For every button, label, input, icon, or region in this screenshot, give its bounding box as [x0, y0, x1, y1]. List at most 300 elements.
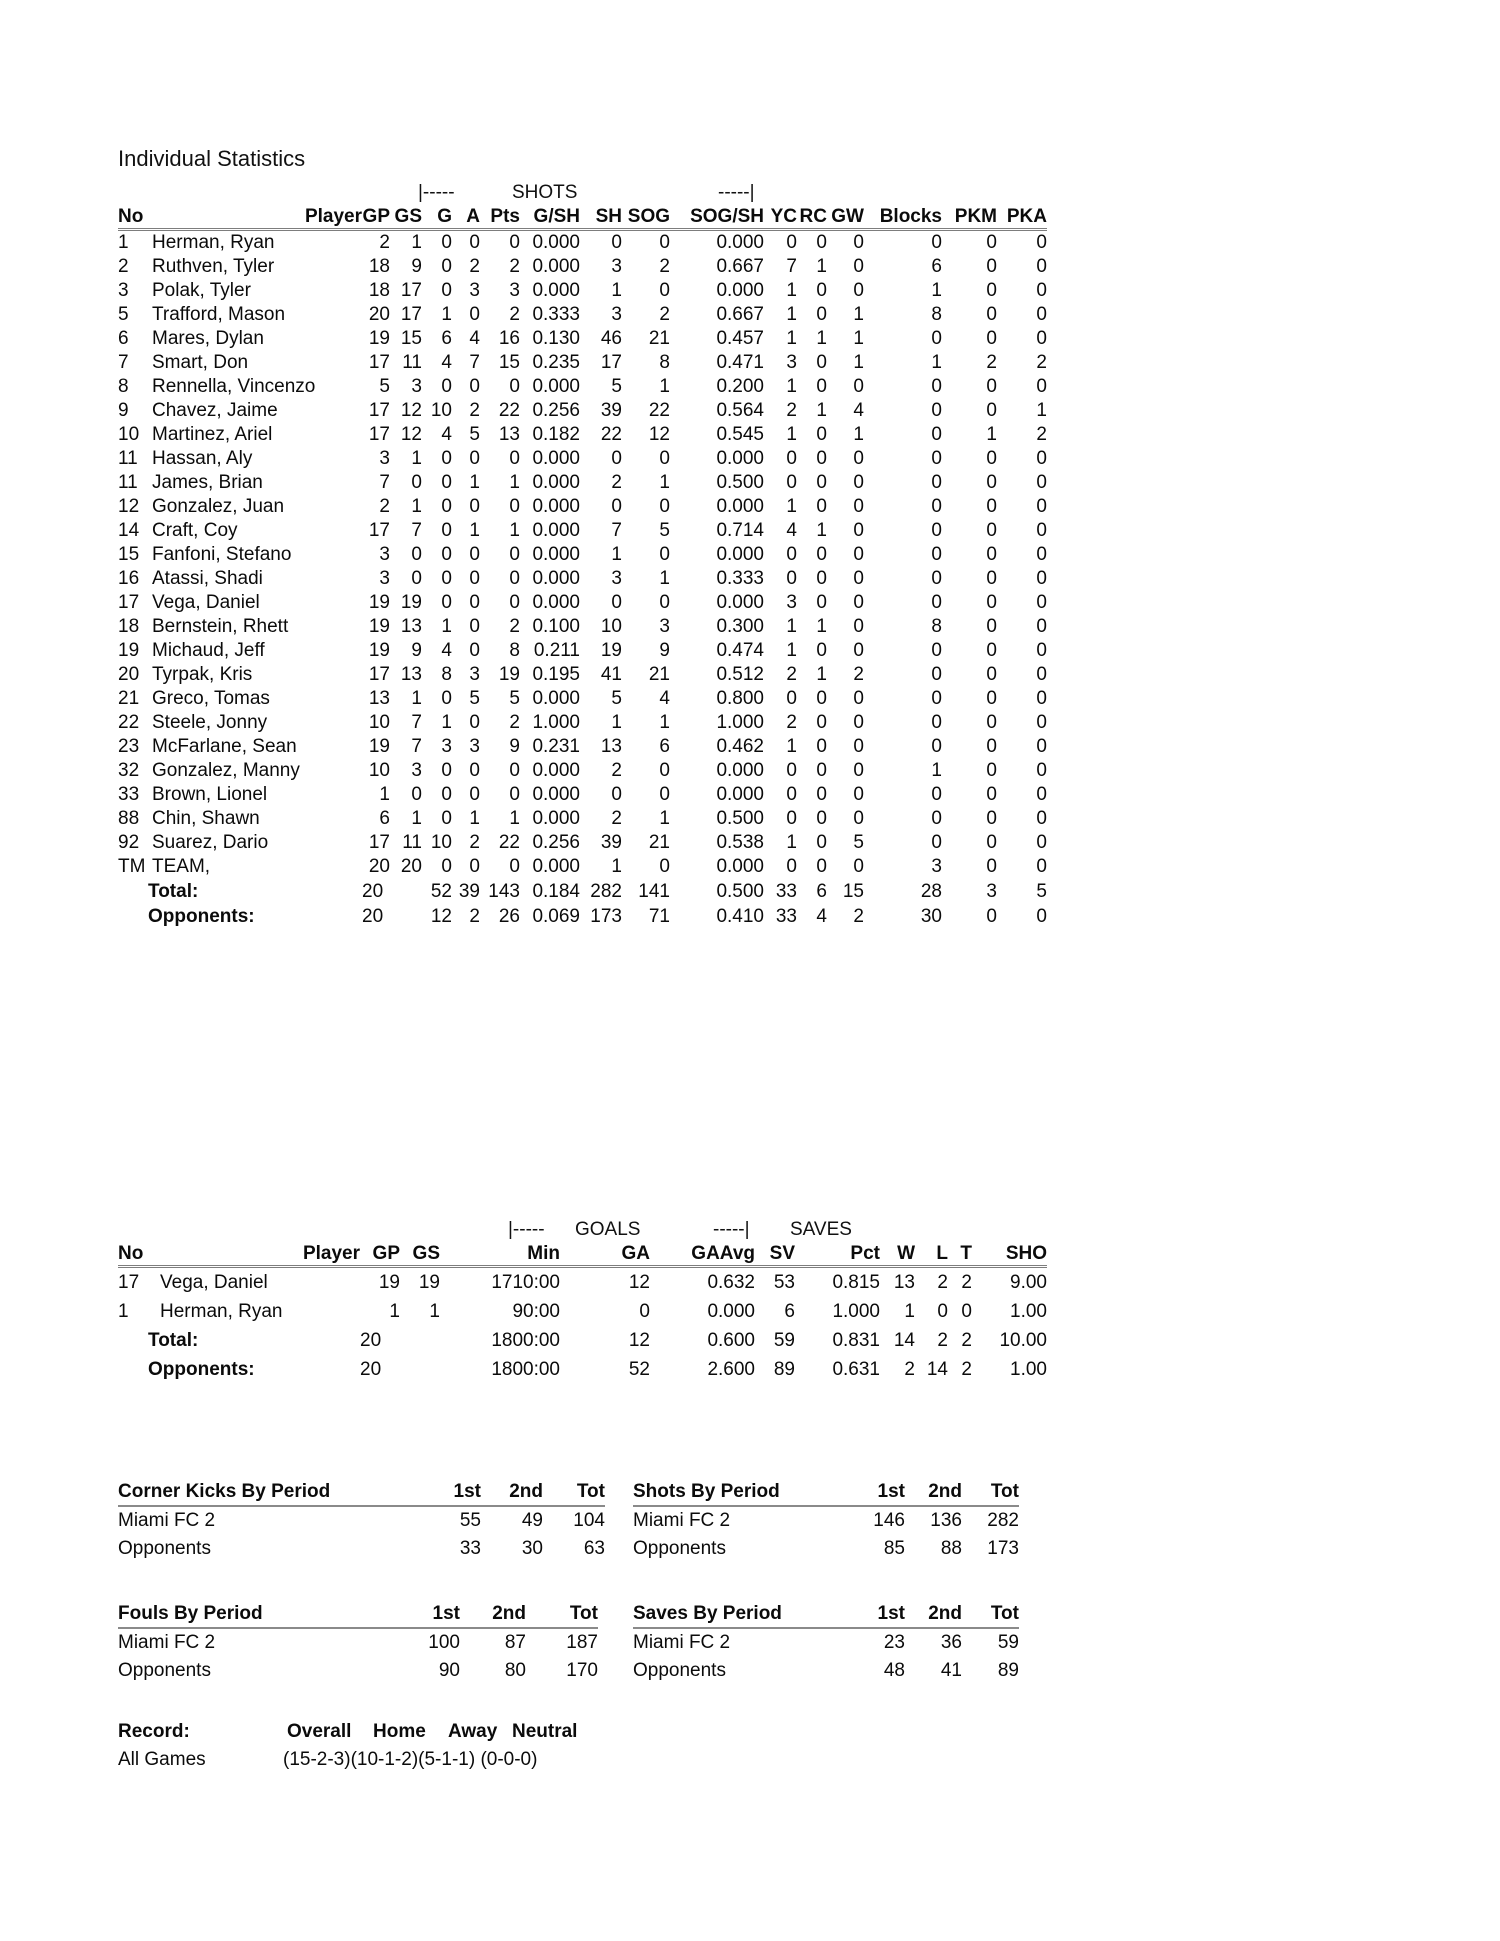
- column-header: 2nd: [460, 1601, 526, 1628]
- cell-sh: 3: [611, 568, 622, 589]
- cell-sog: 4: [659, 688, 670, 709]
- cell-gw: 1: [853, 424, 864, 445]
- cell-gs: 15: [400, 328, 422, 349]
- cell-t: 2: [961, 1359, 972, 1380]
- cell-pka: 0: [1036, 520, 1047, 541]
- cell-pts: 0: [509, 496, 520, 517]
- banner-open: |-----: [418, 182, 455, 203]
- column-header: W: [880, 1242, 915, 1267]
- cell-pkm: 0: [986, 688, 997, 709]
- cell-rc: 0: [816, 808, 827, 829]
- cell-blocks: 0: [931, 400, 942, 421]
- player-name: Vega, Daniel: [152, 592, 260, 613]
- cell-gw: 0: [853, 256, 864, 277]
- cell-gp: 7: [379, 472, 390, 493]
- player-name: Bernstein, Rhett: [152, 616, 289, 637]
- player-name: Trafford, Mason: [152, 304, 286, 325]
- table-row: [118, 495, 1047, 519]
- cell-sh: 5: [611, 376, 622, 397]
- cell-sh: 19: [600, 640, 622, 661]
- cell-g: 6: [441, 328, 452, 349]
- cell-sv: 53: [773, 1272, 795, 1293]
- cell-g: 10: [430, 400, 452, 421]
- cell-a: 2: [469, 832, 480, 853]
- cell-2nd: 30: [521, 1538, 543, 1559]
- cell-pts: 0: [509, 592, 520, 613]
- cell-gp: 17: [368, 832, 390, 853]
- cell-min: 90:00: [512, 1301, 560, 1322]
- summary-row: [118, 1326, 1047, 1355]
- table-row: [118, 255, 1047, 279]
- cell-sogsh: 0.474: [716, 640, 764, 661]
- cell-pkm: 0: [986, 544, 997, 565]
- cell-sh: 2: [611, 760, 622, 781]
- cell-w: 1: [904, 1301, 915, 1322]
- saves-by-period-table: [633, 1601, 1019, 1685]
- table-row: [118, 591, 1047, 615]
- player-name: Rennella, Vincenzo: [152, 376, 316, 397]
- player-name: Suarez, Dario: [152, 832, 269, 853]
- cell-sh: 1: [611, 280, 622, 301]
- player-number: 8: [118, 376, 129, 397]
- header-row: [118, 205, 1047, 230]
- player-name: Steele, Jonny: [152, 712, 268, 733]
- cell-sogsh: 0.714: [716, 520, 764, 541]
- cell-a: 0: [469, 304, 480, 325]
- cell-ga: 12: [628, 1330, 650, 1351]
- cell-pka: 2: [1036, 424, 1047, 445]
- cell-pkm: 0: [986, 664, 997, 685]
- cell-gsh: 0.235: [532, 352, 580, 373]
- cell-gw: 0: [853, 232, 864, 253]
- cell-pts: 2: [509, 256, 520, 277]
- cell-gw: 0: [853, 760, 864, 781]
- cell-pkm: 0: [986, 784, 997, 805]
- cell-blocks: 28: [920, 881, 942, 902]
- cell-yc: 1: [786, 736, 797, 757]
- player-number: 3: [118, 280, 129, 301]
- cell-gsh: 0.184: [532, 881, 580, 902]
- table-row: [118, 807, 1047, 831]
- column-header: GS: [400, 1242, 440, 1267]
- table-row: [118, 543, 1047, 567]
- cell-g: 12: [430, 906, 452, 927]
- cell-pts: 2: [509, 616, 520, 637]
- cell-pka: 0: [1036, 328, 1047, 349]
- cell-gsh: 0.333: [532, 304, 580, 325]
- table-row: [118, 471, 1047, 495]
- cell-gp: 5: [379, 376, 390, 397]
- cell-blocks: 3: [931, 856, 942, 877]
- cell-pkm: 2: [986, 352, 997, 373]
- cell-pts: 26: [498, 906, 520, 927]
- cell-pka: 2: [1036, 352, 1047, 373]
- cell-pct: 1.000: [832, 1301, 880, 1322]
- cell-pka: 0: [1036, 736, 1047, 757]
- cell-rc: 0: [816, 736, 827, 757]
- player-number: 11: [118, 472, 138, 493]
- cell-yc: 0: [786, 688, 797, 709]
- cell-gw: 0: [853, 592, 864, 613]
- cell-pka: 0: [1036, 304, 1047, 325]
- goalie-stats-section: [118, 1219, 1050, 1384]
- column-header: T: [948, 1242, 972, 1267]
- player-number: 14: [118, 520, 140, 541]
- player-name: Gonzalez, Manny: [152, 760, 300, 781]
- column-header: Pct: [795, 1242, 880, 1267]
- cell-yc: 4: [786, 520, 797, 541]
- cell-a: 0: [469, 544, 480, 565]
- cell-blocks: 0: [931, 544, 942, 565]
- cell-gs: [400, 1355, 440, 1384]
- cell-w: 13: [893, 1272, 915, 1293]
- cell-pka: 0: [1036, 472, 1047, 493]
- cell-sho: 9.00: [1010, 1272, 1047, 1293]
- cell-sogsh: 0.333: [716, 568, 764, 589]
- banner-open: |-----: [508, 1219, 545, 1240]
- cell-gp: 20: [368, 856, 390, 877]
- cell-a: 2: [469, 400, 480, 421]
- team-name: Miami FC 2: [633, 1632, 731, 1653]
- cell-pkm: 0: [986, 304, 997, 325]
- table-row: [118, 519, 1047, 543]
- cell-yc: 3: [786, 592, 797, 613]
- cell-pkm: 0: [986, 856, 997, 877]
- player-number: 19: [118, 640, 140, 661]
- cell-pkm: 0: [986, 280, 997, 301]
- cell-sogsh: 0.500: [716, 808, 764, 829]
- cell-a: 0: [469, 568, 480, 589]
- cell-blocks: 0: [931, 496, 942, 517]
- cell-gs: 1: [429, 1301, 440, 1322]
- player-name: Michaud, Jeff: [152, 640, 265, 661]
- cell-ga: 52: [628, 1359, 650, 1380]
- cell-sog: 8: [659, 352, 670, 373]
- column-header: Blocks: [864, 205, 942, 230]
- table-row: [118, 1535, 605, 1563]
- cell-gw: 0: [853, 856, 864, 877]
- cell-gaavg: 0.632: [707, 1272, 755, 1293]
- cell-rc: 0: [816, 856, 827, 877]
- player-name: Craft, Coy: [152, 520, 238, 541]
- cell-gs: 0: [411, 472, 422, 493]
- cell-blocks: 1: [931, 760, 942, 781]
- cell-sogsh: 0.500: [716, 881, 764, 902]
- column-header: SOG/SH: [670, 205, 764, 230]
- player-name: Atassi, Shadi: [152, 568, 263, 589]
- cell-sogsh: 0.000: [716, 496, 764, 517]
- cell-sh: 41: [600, 664, 622, 685]
- cell-gs: 11: [402, 832, 422, 853]
- cell-yc: 2: [786, 400, 797, 421]
- cell-g: 3: [441, 736, 452, 757]
- summary-label: Total:: [148, 881, 199, 902]
- cell-gp: 13: [368, 688, 390, 709]
- cell-sh: 173: [590, 906, 622, 927]
- cell-gs: [390, 879, 422, 904]
- cell-pts: 13: [498, 424, 520, 445]
- cell-sogsh: 0.300: [716, 616, 764, 637]
- cell-rc: 1: [816, 256, 827, 277]
- cell-gw: 0: [853, 736, 864, 757]
- header-row: [118, 1601, 598, 1628]
- column-header: PKA: [997, 205, 1047, 230]
- cell-gp: 20: [360, 1330, 382, 1351]
- cell-g: 0: [441, 784, 452, 805]
- record-values-line: [118, 1749, 1050, 1777]
- cell-rc: 0: [816, 232, 827, 253]
- table-row: [118, 663, 1047, 687]
- cell-gs: 1: [411, 688, 422, 709]
- cell-pka: 0: [1036, 568, 1047, 589]
- cell-gaavg: 0.000: [707, 1301, 755, 1322]
- cell-1st: 23: [883, 1632, 905, 1653]
- table-row: [118, 399, 1047, 423]
- cell-pka: 0: [1036, 664, 1047, 685]
- banner-label: SHOTS: [512, 182, 578, 203]
- cell-rc: 0: [816, 376, 827, 397]
- cell-blocks: 0: [931, 736, 942, 757]
- cell-a: 3: [469, 664, 480, 685]
- cell-gp: 19: [368, 592, 390, 613]
- cell-yc: 0: [786, 568, 797, 589]
- cell-rc: 1: [816, 328, 827, 349]
- cell-gsh: 0.069: [532, 906, 580, 927]
- cell-pct: 0.631: [832, 1359, 880, 1380]
- cell-gw: 1: [853, 328, 864, 349]
- cell-pct: 0.831: [832, 1330, 880, 1351]
- cell-pts: 143: [488, 881, 520, 902]
- cell-g: 0: [441, 232, 452, 253]
- cell-yc: 0: [786, 808, 797, 829]
- cell-rc: 0: [816, 304, 827, 325]
- cell-g: 0: [441, 568, 452, 589]
- cell-pts: 5: [509, 688, 520, 709]
- table-row: [633, 1535, 1019, 1563]
- column-header: RC: [797, 205, 827, 230]
- cell-gw: 0: [853, 376, 864, 397]
- cell-sog: 6: [659, 736, 670, 757]
- cell-pts: 8: [509, 640, 520, 661]
- cell-gw: 0: [853, 544, 864, 565]
- team-name: Miami FC 2: [633, 1510, 731, 1531]
- cell-sh: 2: [611, 472, 622, 493]
- cell-pts: 2: [509, 304, 520, 325]
- cell-a: 39: [458, 881, 480, 902]
- cell-pkm: 0: [986, 592, 997, 613]
- cell-pts: 9: [509, 736, 520, 757]
- cell-blocks: 0: [931, 472, 942, 493]
- cell-blocks: 0: [931, 808, 942, 829]
- cell-sh: 3: [611, 256, 622, 277]
- table-title: Saves By Period: [633, 1601, 848, 1628]
- column-header: G: [422, 205, 452, 230]
- cell-a: 0: [469, 616, 480, 637]
- record-col-home: Home: [373, 1721, 426, 1742]
- cell-gw: 2: [853, 906, 864, 927]
- cell-blocks: 0: [931, 712, 942, 733]
- cell-a: 0: [469, 784, 480, 805]
- cell-pts: 16: [498, 328, 520, 349]
- cell-blocks: 8: [931, 304, 942, 325]
- cell-gsh: 0.000: [532, 688, 580, 709]
- cell-gp: 10: [368, 712, 390, 733]
- cell-pka: 1: [1036, 400, 1047, 421]
- cell-sogsh: 0.000: [716, 280, 764, 301]
- cell-sog: 0: [659, 232, 670, 253]
- goals-saves-banner: [118, 1219, 1050, 1242]
- cell-a: 0: [469, 592, 480, 613]
- cell-gw: 0: [853, 496, 864, 517]
- cell-tot: 59: [997, 1632, 1019, 1653]
- cell-rc: 0: [816, 448, 827, 469]
- table-row: [118, 279, 1047, 303]
- cell-g: 0: [441, 448, 452, 469]
- player-name: Chavez, Jaime: [152, 400, 278, 421]
- cell-gw: 0: [853, 712, 864, 733]
- cell-sh: 282: [590, 881, 622, 902]
- cell-t: 0: [961, 1301, 972, 1322]
- cell-sog: 2: [659, 304, 670, 325]
- summary-row: [118, 1355, 1047, 1384]
- cell-gs: 3: [411, 376, 422, 397]
- table-row: [118, 615, 1047, 639]
- cell-blocks: 8: [931, 616, 942, 637]
- cell-rc: 0: [816, 472, 827, 493]
- cell-rc: 0: [816, 760, 827, 781]
- cell-gp: 20: [362, 881, 384, 902]
- cell-blocks: 0: [931, 424, 942, 445]
- cell-pkm: 0: [986, 472, 997, 493]
- player-name: James, Brian: [152, 472, 263, 493]
- cell-sh: 3: [611, 304, 622, 325]
- cell-gw: 0: [853, 688, 864, 709]
- cell-gs: 9: [411, 256, 422, 277]
- cell-blocks: 0: [931, 376, 942, 397]
- cell-pka: 0: [1036, 280, 1047, 301]
- cell-sogsh: 0.500: [716, 472, 764, 493]
- cell-sog: 1: [659, 808, 670, 829]
- cell-sh: 46: [600, 328, 622, 349]
- cell-yc: 1: [786, 496, 797, 517]
- cell-g: 0: [441, 280, 452, 301]
- cell-pts: 0: [509, 448, 520, 469]
- player-name: Martinez, Ariel: [152, 424, 273, 445]
- cell-tot: 187: [566, 1632, 598, 1653]
- cell-pka: 0: [1036, 640, 1047, 661]
- cell-sog: 21: [648, 328, 670, 349]
- cell-l: 2: [937, 1330, 948, 1351]
- cell-sho: 1.00: [1010, 1301, 1047, 1322]
- cell-sog: 0: [659, 496, 670, 517]
- cell-ga: 0: [639, 1301, 650, 1322]
- cell-sog: 9: [659, 640, 670, 661]
- cell-w: 14: [893, 1330, 915, 1351]
- cell-gsh: 0.000: [532, 760, 580, 781]
- player-number: 17: [118, 1272, 140, 1293]
- cell-yc: 0: [786, 472, 797, 493]
- individual-stats-table: [118, 205, 1047, 929]
- cell-rc: 1: [816, 520, 827, 541]
- cell-blocks: 0: [931, 664, 942, 685]
- cell-gsh: 0.182: [532, 424, 580, 445]
- table-title: Corner Kicks By Period: [118, 1479, 419, 1506]
- cell-sh: 5: [611, 688, 622, 709]
- player-number: 20: [118, 664, 140, 685]
- cell-gp: 18: [368, 256, 390, 277]
- cell-gs: 7: [411, 520, 422, 541]
- cell-blocks: 30: [920, 906, 942, 927]
- cell-a: 0: [469, 496, 480, 517]
- cell-pts: 3: [509, 280, 520, 301]
- record-col-neutral: Neutral: [512, 1721, 578, 1742]
- cell-sh: 22: [600, 424, 622, 445]
- cell-pkm: 0: [986, 906, 997, 927]
- cell-1st: 85: [883, 1538, 905, 1559]
- cell-pka: 0: [1036, 496, 1047, 517]
- cell-gs: 13: [400, 664, 422, 685]
- cell-a: 1: [469, 808, 480, 829]
- column-header: 1st: [848, 1601, 905, 1628]
- column-header: L: [915, 1242, 948, 1267]
- cell-pts: 22: [498, 832, 520, 853]
- cell-yc: 0: [786, 760, 797, 781]
- cell-sh: 7: [611, 520, 622, 541]
- player-name: Ruthven, Tyler: [152, 256, 275, 277]
- cell-rc: 0: [816, 568, 827, 589]
- cell-l: 14: [926, 1359, 948, 1380]
- cell-pka: 0: [1036, 832, 1047, 853]
- cell-gp: 17: [368, 400, 390, 421]
- cell-pka: 0: [1036, 784, 1047, 805]
- cell-t: 2: [961, 1272, 972, 1293]
- cell-pkm: 1: [986, 424, 997, 445]
- cell-pka: 0: [1036, 592, 1047, 613]
- cell-gp: 3: [379, 544, 390, 565]
- player-number: 10: [118, 424, 140, 445]
- cell-blocks: 0: [931, 448, 942, 469]
- cell-blocks: 0: [931, 568, 942, 589]
- cell-sh: 1: [611, 712, 622, 733]
- record-col-away: Away: [448, 1721, 498, 1742]
- cell-sog: 12: [648, 424, 670, 445]
- column-header: YC: [764, 205, 797, 230]
- cell-gs: 7: [411, 736, 422, 757]
- stats-page: [118, 146, 1050, 1781]
- page-title: Individual Statistics: [118, 146, 306, 171]
- cell-rc: 0: [816, 424, 827, 445]
- cell-pkm: 0: [986, 640, 997, 661]
- header-row: [633, 1479, 1019, 1506]
- summary-rows: [118, 1326, 1047, 1384]
- cell-l: 0: [937, 1301, 948, 1322]
- column-header: 2nd: [905, 1601, 962, 1628]
- cell-gsh: 0.000: [532, 280, 580, 301]
- cell-gsh: 0.195: [532, 664, 580, 685]
- table-row: [633, 1506, 1019, 1535]
- column-header: A: [452, 205, 480, 230]
- cell-rc: 0: [816, 640, 827, 661]
- cell-blocks: 6: [931, 256, 942, 277]
- cell-sogsh: 0.410: [716, 906, 764, 927]
- cell-gsh: 0.000: [532, 784, 580, 805]
- cell-l: 2: [937, 1272, 948, 1293]
- cell-yc: 1: [786, 424, 797, 445]
- cell-sogsh: 0.512: [716, 664, 764, 685]
- cell-gp: 20: [362, 906, 384, 927]
- cell-2nd: 87: [504, 1632, 526, 1653]
- column-header: G/SH: [520, 205, 580, 230]
